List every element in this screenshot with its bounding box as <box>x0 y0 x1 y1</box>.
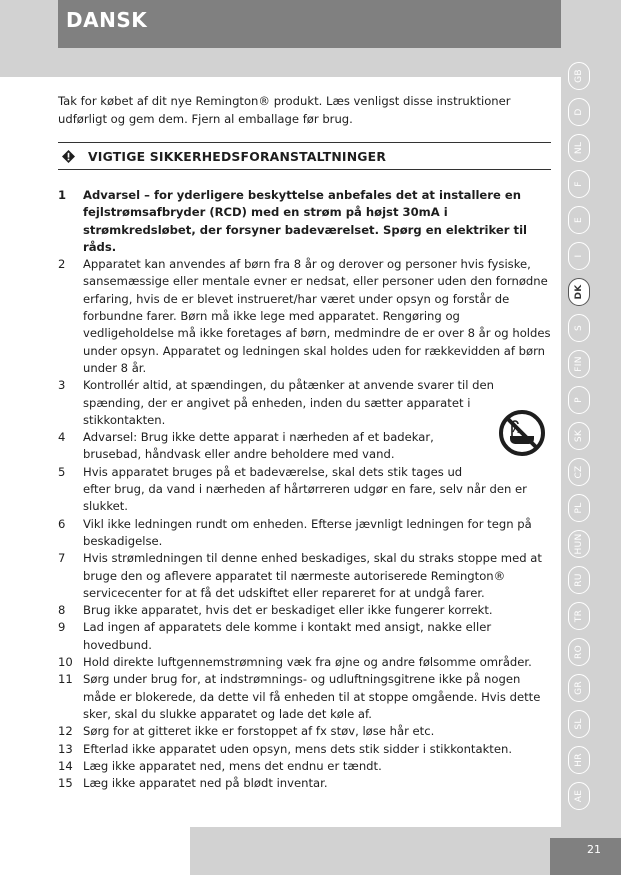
lang-tab-sl[interactable]: SL <box>568 710 590 738</box>
list-item: 12 Sørg for at gitteret ikke er forstoppet af fx støv, løse hår etc. <box>58 724 435 739</box>
lang-tab-gr[interactable]: GR <box>568 674 590 702</box>
lang-tab-ae[interactable]: AE <box>568 782 590 810</box>
list-item: 9 Lad ingen af apparatets dele komme i kontakt med ansigt, nakke eller hovedbund. <box>58 620 492 652</box>
page-number-box <box>550 838 621 875</box>
section-header <box>58 142 551 170</box>
list-item: 2 Apparatet kan anvendes af børn fra 8 år og derover og personer hvis fysiske, sansemæssige eller mentale evner er nedsat, eller personer uden den fornødne erfaring, hvis de er blevet instrueret/har været under opsyn og forstår de forbundne farer. Børn må ikke lege med apparatet. Rengøring og vedligeholdelse må ikke foretages af børn, medmindre de er over 8 år og holdes under opsyn. Apparatet og ledningen skal holdes uden for rækkevidden af børn under 8 år. <box>58 257 551 375</box>
lang-tab-e[interactable]: E <box>568 206 590 234</box>
list-item: 7 Hvis strømledningen til denne enhed beskadiges, skal du straks stoppe med at bruge den og aflevere apparatet til nærmeste autoriserede Remington® servicecenter for at få det udskiftet eller repareret for at undgå farer. <box>58 551 542 600</box>
list-item: 14 Læg ikke apparatet ned, mens det endnu er tændt. <box>58 758 382 773</box>
no-bath-water-icon <box>498 409 546 457</box>
list-item: 13 Efterlad ikke apparatet uden opsyn, mens dets stik sidder i stikkontakten. <box>58 741 513 756</box>
section-title: VIGTIGE SIKKERHEDSFORANSTALTNINGER <box>88 149 387 164</box>
list-item: 1 Advarsel – for yderligere beskyttelse anbefales det at installere en fejlstrømsafbryder (RCD) med en strøm på højst 30mA i strømkredsløbet, der forsyner badeværelset. Spørg en elektriker til råds. <box>58 188 528 254</box>
lang-tab-gb[interactable]: GB <box>568 62 590 90</box>
lang-tab-dk[interactable]: DK <box>568 278 590 306</box>
language-title-box <box>58 0 561 48</box>
lang-tab-f[interactable]: F <box>568 170 590 198</box>
lang-tab-hr[interactable]: HR <box>568 746 590 774</box>
lang-tab-i[interactable]: I <box>568 242 590 270</box>
footer-band <box>190 827 561 875</box>
lang-tab-sk[interactable]: SK <box>568 422 590 450</box>
intro-text: Tak for købet af dit nye Remington® produkt. Læs venligst disse instruktioner udførligt og gem dem. Fjern al emballage før brug. <box>58 94 511 126</box>
lang-tab-tr[interactable]: TR <box>568 602 590 630</box>
list-item: 5 Hvis apparatet bruges på et badeværelse, skal dets stik tages ud efter brug, da vand i nærheden af hårtørreren udgør en fare, selv når den er slukket. <box>58 464 527 514</box>
page-number: 21 <box>587 843 601 856</box>
list-item: 8 Brug ikke apparatet, hvis det er beskadiget eller ikke fungerer korrekt. <box>58 603 493 618</box>
safety-list <box>58 187 554 792</box>
list-item: 3 Kontrollér altid, at spændingen, du påtænker at anvende svarer til den spænding, der er angivet på enheden, inden du sætter apparatet i stikkontakten. <box>58 378 495 427</box>
lang-tab-p[interactable]: P <box>568 386 590 414</box>
list-item: 15 Læg ikke apparatet ned på blødt inventar. <box>58 776 328 791</box>
page-title: DANSK <box>66 8 148 32</box>
lang-tab-d[interactable]: D <box>568 98 590 126</box>
warning-icon <box>62 150 75 163</box>
lang-tab-ru[interactable]: RU <box>568 566 590 594</box>
lang-tab-fin[interactable]: FIN <box>568 350 590 378</box>
lang-tab-ro[interactable]: RO <box>568 638 590 666</box>
list-item: 11 Sørg under brug for, at indstrømnings- og udluftningsgitrene ikke på nogen måde er blokerede, da dette vil få enheden til at stoppe omgående. Hvis dette sker, skal du slukke apparatet og lade det køle af. <box>58 672 541 721</box>
list-item: 4 Advarsel: Brug ikke dette apparat i nærheden af et badekar, brusebad, håndvask eller andre beholdere med vand. <box>58 430 434 462</box>
list-item: 6 Vikl ikke ledningen rundt om enheden. Efterse jævnligt ledningen for tegn på beskadigelse. <box>58 516 532 548</box>
lang-tab-hun[interactable]: HUN <box>568 530 590 558</box>
lang-tab-cz[interactable]: CZ <box>568 458 590 486</box>
lang-tab-nl[interactable]: NL <box>568 134 590 162</box>
lang-tab-pl[interactable]: PL <box>568 494 590 522</box>
list-item: 10 Hold direkte luftgennemstrømning væk fra øjne og andre følsomme områder. <box>58 655 532 670</box>
lang-tab-s[interactable]: S <box>568 314 590 342</box>
